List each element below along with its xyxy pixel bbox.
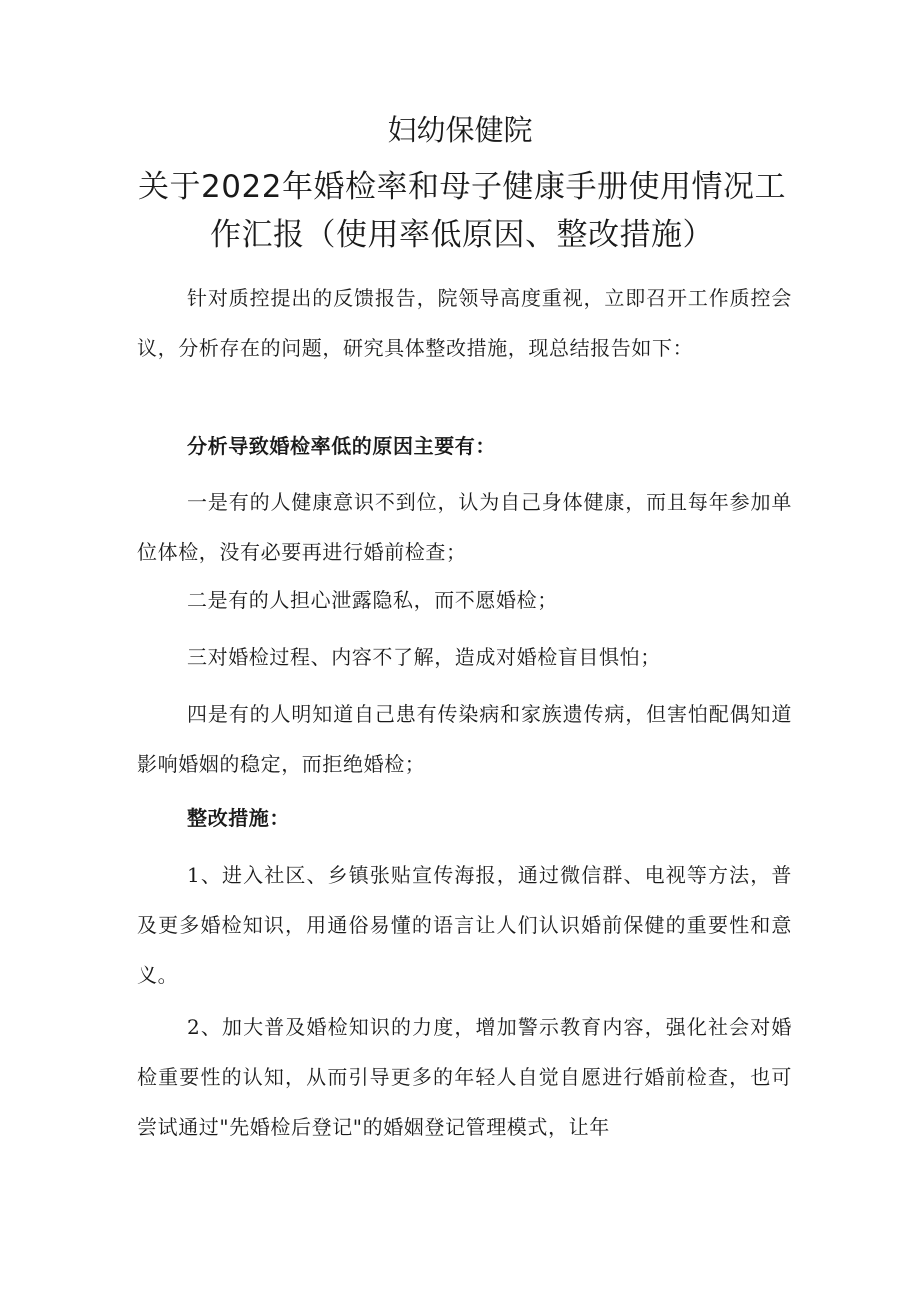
intro-paragraph: 针对质控提出的反馈报告，院领导高度重视，立即召开工作质控会议，分析存在的问题，研究具体整改措施，现总结报告如下： [137, 286, 792, 360]
measure-item-1: 1、进入社区、乡镇张贴宣传海报，通过微信群、电视等方法，普及更多婚检知识，用通俗易懂的语言让人们认识婚前保健的重要性和意义。 [137, 863, 792, 987]
reason-item-4: 四是有的人明知道自己患有传染病和家族遗传病，但害怕配偶知道影响婚姻的稳定，而拒绝婚检； [137, 702, 792, 776]
measures-heading: 整改措施： [187, 806, 290, 830]
reason-item-2: 二是有的人担心泄露隐私，而不愿婚检； [187, 588, 558, 612]
document-title: 关于2022年婚检率和母子健康手册使用情况工作汇报（使用率低原因、整改措施） [138, 169, 786, 253]
measure-item-2: 2、加大普及婚检知识的力度，增加警示教育内容，强化社会对婚检重要性的认知，从而引导更多的年轻人自觉自愿进行婚前检查，也可尝试通过"先婚检后登记"的婚姻登记管理模式，让年 [137, 1015, 792, 1139]
reason-item-3: 三对婚检过程、内容不了解，造成对婚检盲目惧怕； [187, 645, 661, 669]
reasons-heading: 分析导致婚检率低的原因主要有： [187, 434, 496, 458]
organization-title: 妇幼保健院 [387, 113, 533, 147]
reason-item-1: 一是有的人健康意识不到位，认为自己身体健康，而且每年参加单位体检，没有必要再进行婚前检查； [137, 490, 792, 564]
